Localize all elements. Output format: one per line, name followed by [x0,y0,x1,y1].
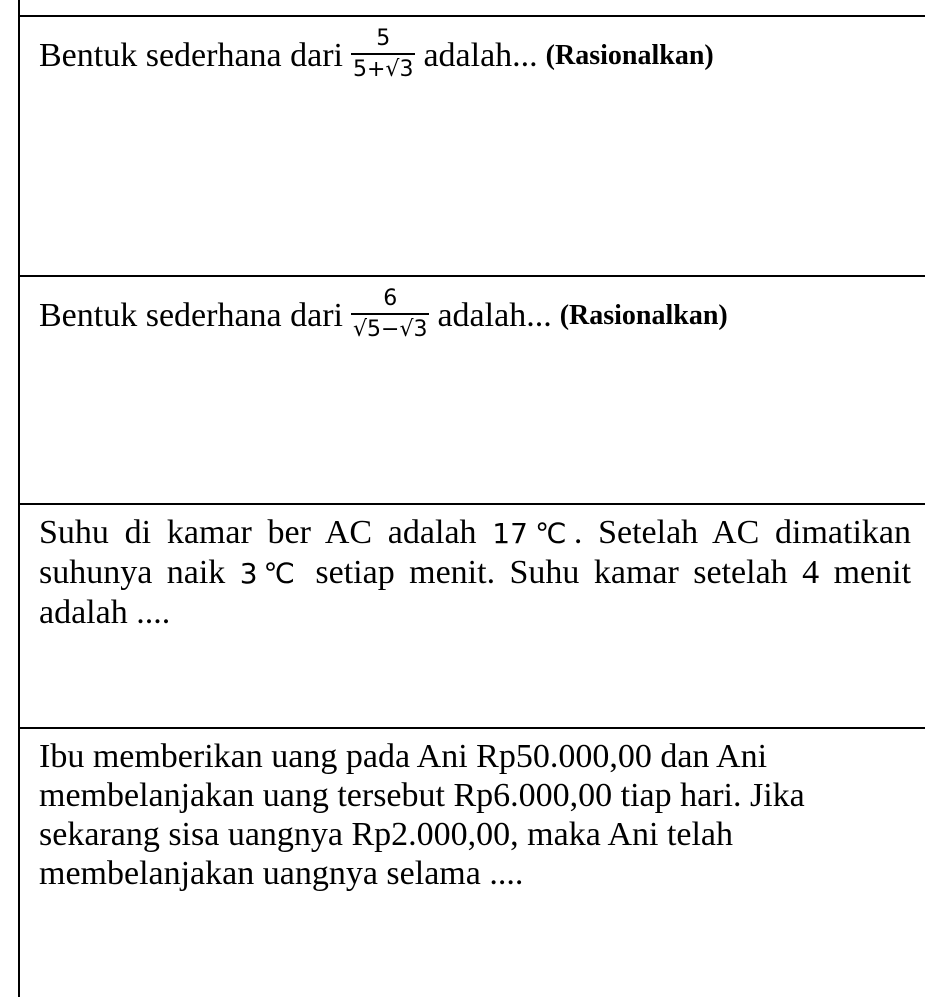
fraction-denominator: √5−√3 [353,317,428,342]
row-divider-1 [18,275,925,277]
question-3-part3: setiap menit. Suhu kamar setelah 4 menit adalah .... [39,554,912,631]
question-2 [39,285,911,345]
question-1-fraction [351,25,415,85]
question-3-temp1: 17℃ [492,517,574,550]
question-3 [39,513,911,632]
row-divider-2 [18,503,925,505]
question-2-fraction [351,285,429,345]
question-1 [39,25,911,85]
question-4 [39,737,911,893]
question-2-note: (Rasionalkan) [559,299,728,331]
fraction-numerator: 5 [376,26,391,51]
table-left-border [18,0,20,997]
question-2-suffix: adalah... [437,296,552,334]
question-3-part2: . Setelah AC dimatikan suhunya naik [39,514,911,591]
question-3-part1: Suhu di kamar ber AC adalah [39,514,477,551]
question-1-prefix: Bentuk sederhana dari [39,36,343,74]
question-1-note: (Rasionalkan) [545,39,714,71]
row-divider-top [18,15,925,17]
question-1-suffix: adalah... [423,36,538,74]
fraction-numerator: 6 [383,286,398,311]
question-3-temp2: 3℃ [239,557,301,590]
fraction-denominator: 5+√3 [353,57,414,82]
row-divider-3 [18,727,925,729]
question-4-text: Ibu memberikan uang pada Ani Rp50.000,00 dan Ani membelanjakan uang tersebut Rp6.000,00 tiap hari. Jika sekarang sisa uangnya Rp2.000,00, maka Ani telah membelanjakan uangnya selama .... [39,738,805,892]
question-2-prefix: Bentuk sederhana dari [39,296,343,334]
